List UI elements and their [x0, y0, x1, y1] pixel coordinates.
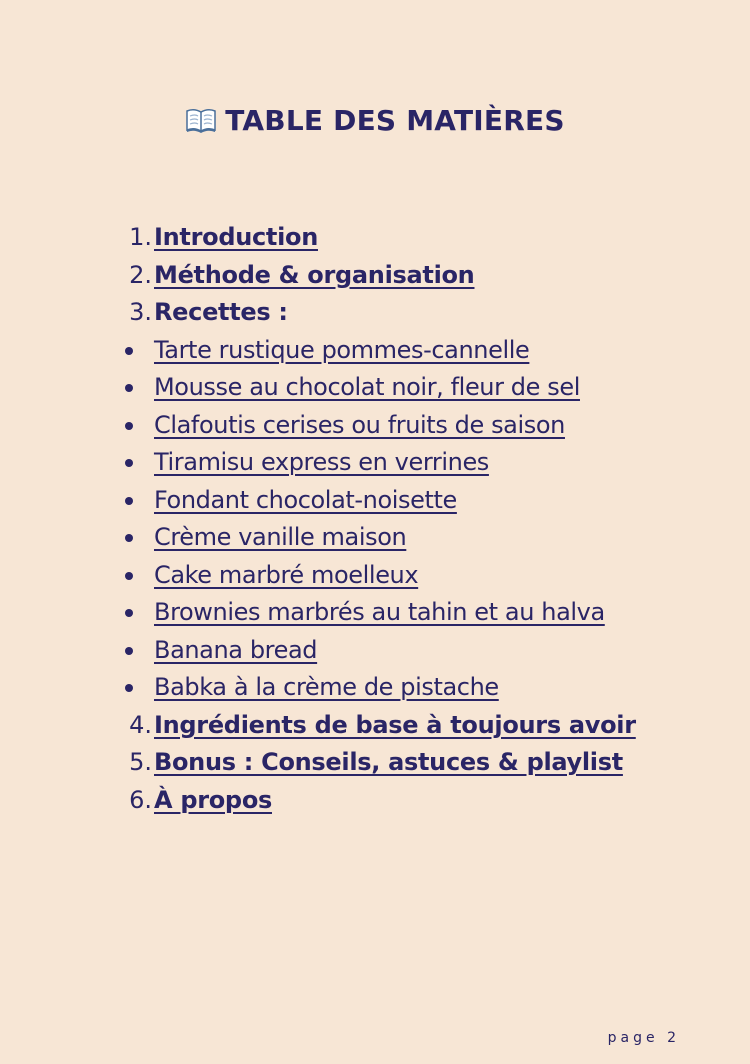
toc-sub-item — [0, 594, 750, 632]
bullet-icon — [125, 684, 133, 692]
toc-sub-item — [0, 407, 750, 445]
toc-item-number: 5. — [129, 748, 152, 776]
bullet-icon — [125, 384, 133, 392]
toc-heading: Recettes : — [154, 298, 288, 326]
toc-link[interactable]: Brownies marbrés au tahin et au halva — [154, 598, 605, 626]
toc-link[interactable]: Cake marbré moelleux — [154, 560, 419, 589]
toc-item-number: 1. — [129, 223, 152, 251]
toc-sub-item — [0, 519, 750, 557]
open-book-icon — [185, 107, 217, 140]
toc-link[interactable]: Clafoutis cerises ou fruits de saison — [154, 410, 565, 439]
toc-link[interactable]: Bonus : Conseils, astuces & playlist — [154, 748, 623, 776]
toc-link[interactable]: Babka à la crème de pistache — [154, 673, 499, 701]
toc-item-number: 6. — [129, 785, 152, 814]
toc-link[interactable]: Crème vanille maison — [154, 523, 407, 551]
toc-link[interactable]: Ingrédients de base à toujours avoir — [154, 710, 636, 739]
toc-item-number: 3. — [129, 298, 152, 326]
toc-item-number: 2. — [129, 260, 152, 289]
toc-item — [0, 219, 750, 257]
toc-item — [0, 744, 750, 782]
bullet-icon — [125, 609, 133, 617]
toc-sub-item — [0, 669, 750, 707]
bullet-icon — [125, 647, 133, 655]
toc-link[interactable]: Tiramisu express en verrines — [154, 448, 489, 476]
toc-link[interactable]: Méthode & organisation — [154, 260, 475, 289]
toc-item — [0, 707, 750, 745]
bullet-icon — [125, 534, 133, 542]
bullet-icon — [125, 422, 133, 430]
toc-sub-item — [0, 557, 750, 595]
toc-sub-item — [0, 369, 750, 407]
toc-link[interactable]: Mousse au chocolat noir, fleur de sel — [154, 373, 580, 401]
table-of-contents — [0, 219, 750, 819]
toc-item — [0, 782, 750, 820]
bullet-icon — [125, 347, 133, 355]
bullet-icon — [125, 497, 133, 505]
toc-sub-item — [0, 632, 750, 670]
toc-sub-item — [0, 444, 750, 482]
bullet-icon — [125, 572, 133, 580]
page-number: page 2 — [607, 1030, 680, 1046]
page-title — [0, 104, 750, 140]
toc-link[interactable]: À propos — [154, 785, 272, 814]
toc-sub-item — [0, 332, 750, 370]
toc-link[interactable]: Fondant chocolat-noisette — [154, 485, 457, 514]
toc-item-number: 4. — [129, 710, 152, 739]
toc-link[interactable]: Introduction — [154, 223, 318, 251]
toc-sub-item — [0, 482, 750, 520]
toc-item — [0, 294, 750, 332]
toc-link[interactable]: Banana bread — [154, 635, 318, 664]
page-title-text: TABLE DES MATIÈRES — [225, 104, 565, 137]
bullet-icon — [125, 459, 133, 467]
toc-link[interactable]: Tarte rustique pommes-cannelle — [154, 335, 530, 364]
toc-item — [0, 257, 750, 295]
